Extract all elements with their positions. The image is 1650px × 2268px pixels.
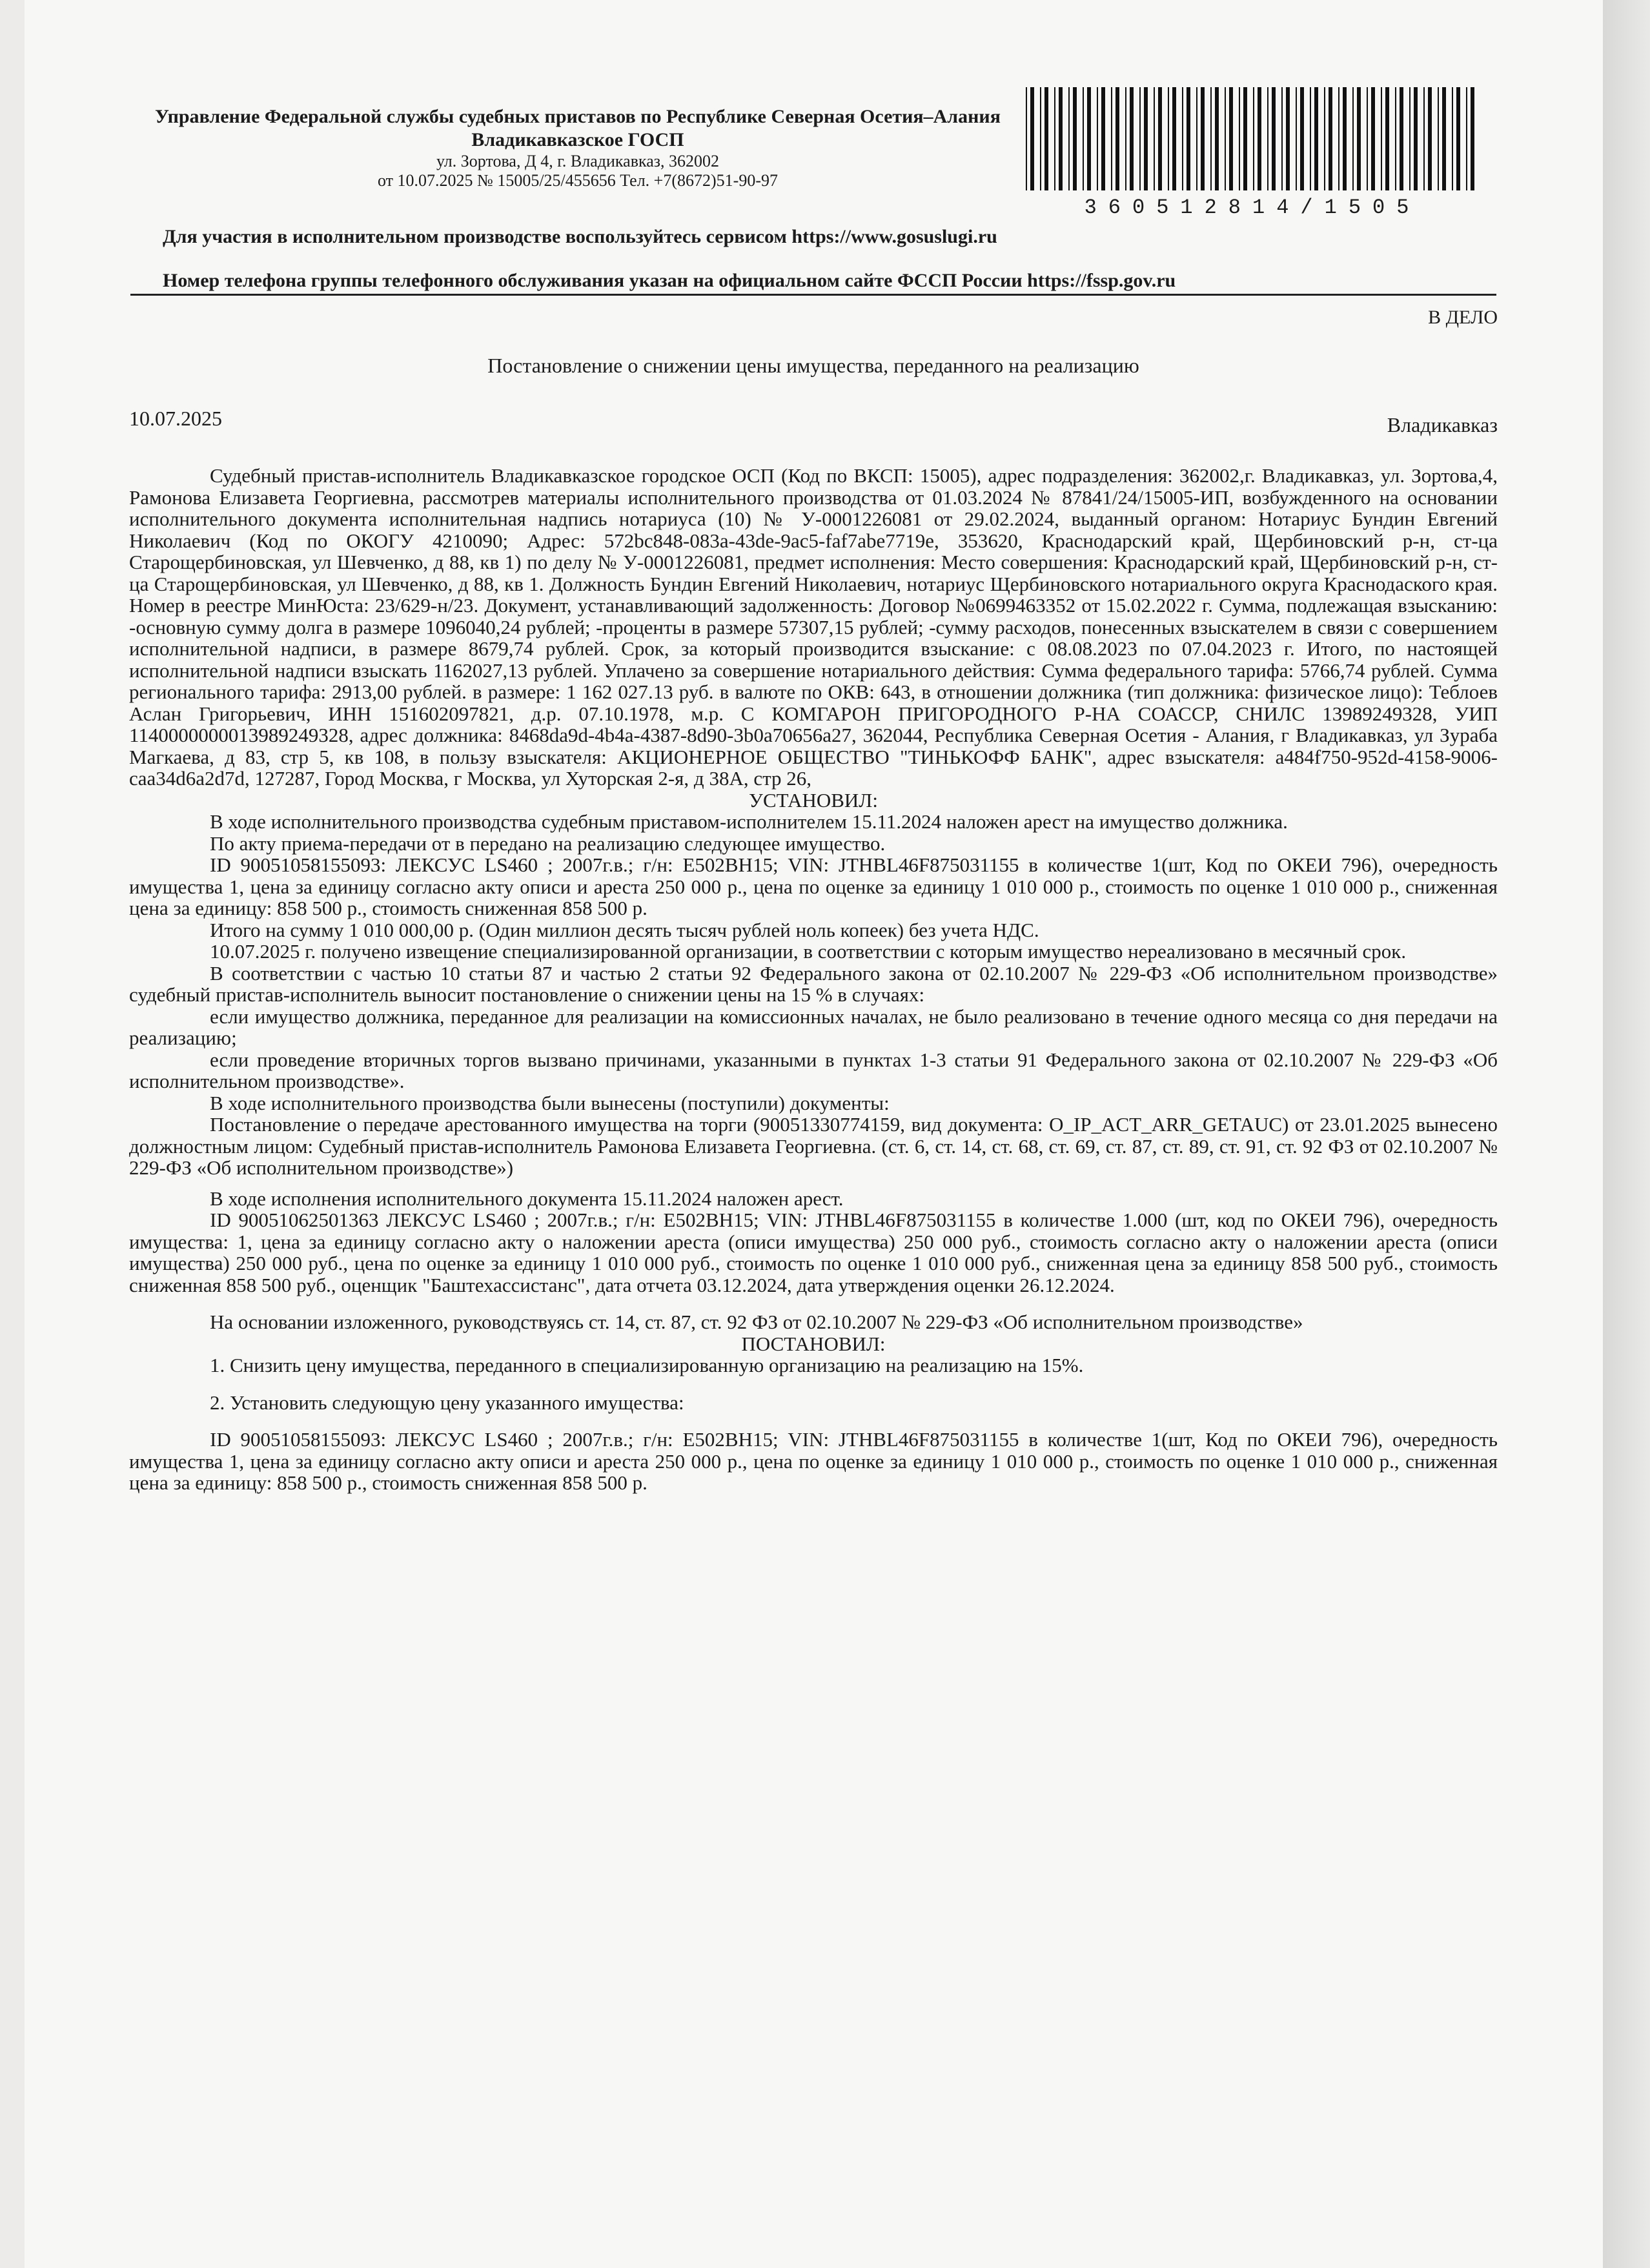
barcode-bar <box>1324 87 1325 190</box>
organization-address: ул. Зортова, Д 4, г. Владикавказ, 362002 <box>436 152 720 170</box>
barcode-bar <box>1210 87 1212 190</box>
barcode-bar <box>1196 87 1197 190</box>
resolved-heading: ПОСТАНОВИЛ: <box>741 1332 886 1355</box>
barcode-bar <box>1172 87 1176 190</box>
resolved-paragraph: 2. Установить следующую цену указанного имущества: <box>210 1391 684 1414</box>
barcode-bar <box>1371 87 1375 190</box>
barcode-bar <box>1101 87 1105 190</box>
established-paragraph: На основании изложенного, руководствуясь ст. 14, ст. 87, ст. 92 ФЗ от 02.10.2007 № 229-ФЗ «Об исполнительном производстве» <box>210 1311 1303 1333</box>
barcode-bar <box>1154 87 1155 190</box>
barcode-bar <box>1239 87 1240 190</box>
barcode-bar <box>1215 87 1219 190</box>
barcode-bar <box>1428 87 1432 190</box>
barcode-bar <box>1300 87 1304 190</box>
barcode-bar <box>1059 87 1063 190</box>
barcode-bar <box>1030 87 1034 190</box>
established-paragraph: 10.07.2025 г. получено извещение специализированной организации, в соответствии с которым имущество нереализовано в месячный срок. <box>210 940 1407 963</box>
barcode-bar <box>1182 87 1183 190</box>
established-paragraph: если проведение вторичных торгов вызвано причинами, указанными в пунктах 1-3 статьи 91 Федерального закона от 02.10.2007 № 229-ФЗ «Об исполнительном производстве». <box>129 1048 1498 1092</box>
registration-line: от 10.07.2025 № 15005/25/455656 Тел. +7(8672)51-90-97 <box>378 171 778 190</box>
document-title: Постановление о снижении цены имущества, переданного на реализацию <box>487 354 1139 377</box>
barcode-bar <box>1357 87 1361 190</box>
established-paragraph: Постановление о передаче арестованного имущества на торги (90051330774159, вид документа: O_IP_ACT_ARR_GETAUC) от 23.01.2025 вынесено должностным лицом: Судебный пристав-исполнитель Рамонова Елизавета Георгиевна. (ст. 6, ст. 14, ст. 68, ст. 69, ст. 87, ст. 89, ст. 91, ст. 92 ФЗ от 02.10.2007 № 229-ФЗ «Об исполнительном производстве») <box>129 1113 1498 1179</box>
barcode-bar <box>1438 87 1439 190</box>
barcode-bar <box>1314 87 1318 190</box>
barcode-bar <box>1267 87 1268 190</box>
barcode-bar <box>1471 87 1474 190</box>
barcode-bar <box>1352 87 1354 190</box>
barcode-bar <box>1083 87 1084 190</box>
barcode <box>1023 87 1482 220</box>
established-paragraph: ID 90051058155093: ЛЕКСУС LS460 ; 2007г.в.; г/н: Е502ВН15; VIN: JTHBL46F875031155 в количестве 1(шт, Код по ОКЕИ 796), очередность имущества 1, цена за единицу согласно акту описи и ареста 250 000 р., цена по оценке за единицу 1 010 000 р., стоимость по оценке 1 010 000 р., сниженная цена за единицу: 858 500 р., стоимость сниженная 858 500 р. <box>129 853 1498 919</box>
barcode-bar <box>1130 87 1134 190</box>
barcode-bar <box>1423 87 1425 190</box>
barcode-bar <box>1253 87 1254 190</box>
barcode-bar <box>1343 87 1347 190</box>
barcode-bar <box>1414 87 1418 190</box>
barcode-bar <box>1272 87 1276 190</box>
barcode-bar <box>1097 87 1098 190</box>
service-note: Для участия в исполнительном производстве воспользуйтесь сервисом https://www.gosuslugi.ru <box>163 226 997 247</box>
barcode-bar <box>1442 87 1446 190</box>
barcode-number: 360512814/1505 <box>1084 196 1421 220</box>
barcode-bar <box>1329 87 1332 190</box>
barcode-bar <box>1068 87 1070 190</box>
barcode-bar <box>1144 87 1148 190</box>
barcode-bar <box>1286 87 1290 190</box>
barcode-bar <box>1125 87 1126 190</box>
barcode-bar <box>1243 87 1247 190</box>
intro-paragraph: Судебный пристав-исполнитель Владикавказское городское ОСП (Код по ВКСП: 15005), адрес подразделения: 362002,г. Владикавказ, ул. Зортова,4, Рамонова Елизавета Георгиевна, рассмотрев материалы исполнительного производства от 01.03.2024 № 87841/24/15005-ИП, возбужденного на основании исполнительного документа исполнительная надпись нотариуса (10) № У-0001226081 от 29.02.2024, выданный органом: Нотариус Бундин Евгений Николаевич (Код по ОКОГУ 4210090; Адрес: 572bc848-083a-43de-9ac5-faf7abe7719e, 353620, Краснодарский край, Щербиновский р-н, ст-ца Старощербиновская, ул Шевченко, д 88, кв 1) по делу № У-0001226081, предмет исполнения: Место совершения: Краснодарский край, Щербиновский р-н, ст-ца Старощербиновская, ул Шевченко, д 88, кв 1. Должность Бундин Евгений Николаевич, нотариус Щербиновского нотариального округа Краснодаского края. Номер в реестре МинЮста: 23/629-н/23. Документ, устанавливающий задолженность: Договор №0699463352 от 15.02.2022 г. Сумма, подлежащая взысканию: -основную сумму долга в размере 1096040,24 рублей; -проценты в размере 57307,15 рублей; -сумму расходов, понесенных взыскателем в связи с совершением исполнительной надписи, в размере 8679,74 рублей. Срок, за который производится взыскание: с 08.08.2023 по 07.04.2023 г. Итого, по настоящей исполнительной надписи взыскать 1162027,13 рублей. Уплачено за совершение нотариального действия: Сумма федерального тарифа: 5766,74 рублей. Сумма регионального тарифа: 2913,00 рублей. в размере: 1 162 027.13 руб. в валюте по ОКВ: 643, в отношении должника (тип должника: физическое лицо): Теблоев Аслан Григорьевич, ИНН 151602097821, д.р. 07.10.1978, м.р. С КОМГАРОН ПРИГОРОДНОГО Р-НА СОАССР, СНИЛС 13989249328, УИП 1140000000013989249328, адрес должника: 8468da9d-4b4a-4387-8d90-3b0a70656a27, 362044, Республика Северная Осетия - Алания, г Владикавказ, ул Зураба Магкаева, д 83, стр 5, кв 108, в пользу взыскателя: АКЦИОНЕРНОЕ ОБЩЕСТВО "ТИНЬКОФФ БАНК", адрес взыскателя: a484f750-952d-4158-9006-caa34d6a2d7d, 127287, Город Москва, г Москва, ул Хуторская 2-я, д 38А, стр 26, <box>129 464 1498 790</box>
established-paragraph: если имущество должника, переданное для реализации на комиссионных началах, не было реализовано в течение одного месяца со дня передачи на реализацию; <box>129 1005 1498 1049</box>
barcode-bar <box>1381 87 1382 190</box>
established-paragraph: В ходе исполнения исполнительного документа 15.11.2024 наложен арест. <box>210 1187 844 1210</box>
organization-unit: Владикавказское ГОСП <box>471 129 684 150</box>
barcode-bar <box>1225 87 1226 190</box>
barcode-bar <box>1281 87 1283 190</box>
document-body <box>129 465 1498 1494</box>
barcode-bar <box>1026 87 1027 190</box>
barcode-bar <box>1187 87 1190 190</box>
barcode-bar <box>1111 87 1112 190</box>
barcode-bar <box>1385 87 1389 190</box>
header-divider <box>130 294 1496 296</box>
barcode-bar <box>1367 87 1368 190</box>
established-paragraph: В ходе исполнительного производства были вынесены (поступили) документы: <box>210 1091 890 1114</box>
established-paragraph: В ходе исполнительного производства судебным приставом-исполнителем 15.11.2024 наложен арест на имущество должника. <box>210 810 1288 833</box>
barcode-bar <box>1044 87 1048 190</box>
established-paragraph: Итого на сумму 1 010 000,00 р. (Один миллион десять тысяч рублей ноль копеек) без учета НДС. <box>210 918 1039 941</box>
established-paragraph: В соответствии с частью 10 статьи 87 и частью 2 статьи 92 Федерального закона от 02.10.2007 № 229-ФЗ «Об исполнительном производстве» судебный пристав-исполнитель выносит постановление о снижении цены на 15 % в случаях: <box>129 961 1498 1006</box>
resolved-paragraph: 1. Снизить цену имущества, переданного в специализированную организацию на реализацию на 15%. <box>210 1354 1084 1376</box>
barcode-bar <box>1054 87 1055 190</box>
barcode-bar <box>1201 87 1205 190</box>
established-paragraph: По акту приема-передачи от в передано на реализацию следующее имущество. <box>210 832 886 855</box>
barcode-bar <box>1466 87 1467 190</box>
barcode-bar <box>1139 87 1141 190</box>
barcode-bar <box>1040 87 1041 190</box>
barcode-bar <box>1400 87 1403 190</box>
barcode-bar <box>1338 87 1339 190</box>
organization-name: Управление Федеральной службы судебных приставов по Республике Северная Осетия–Алания <box>155 106 1001 127</box>
barcode-bar <box>1229 87 1233 190</box>
barcode-bar <box>1395 87 1396 190</box>
phone-note: Номер телефона группы телефонного обслуживания указан на официальном сайте ФССП России https://fssp.gov.ru <box>163 270 1176 291</box>
margin-mark: В ДЕЛО <box>1428 307 1498 328</box>
barcode-bar <box>1296 87 1297 190</box>
resolved-paragraph: ID 90051058155093: ЛЕКСУС LS460 ; 2007г.в.; г/н: Е502ВН15; VIN: JTHBL46F875031155 в количестве 1(шт, Код по ОКЕИ 796), очередность имущества 1, цена за единицу согласно акту описи и ареста 250 000 р., цена по оценке за единицу 1 010 000 р., стоимость по оценке 1 010 000 р., сниженная цена за единицу: 858 500 р., стоимость сниженная 858 500 р. <box>129 1428 1498 1494</box>
page-edge-shadow <box>1603 0 1650 2268</box>
barcode-bar <box>1168 87 1169 190</box>
document-city: Владикавказ <box>1387 413 1498 436</box>
established-heading: УСТАНОВИЛ: <box>749 788 878 812</box>
established-paragraph: ID 90051062501363 ЛЕКСУС LS460 ; 2007г.в.; г/н: Е502ВН15; VIN: JTHBL46F875031155 в количестве 1.000 (шт, код по ОКЕИ 796), очередность имущества: 1, цена за единицу согласно акту о наложении ареста (описи имущества) 250 000 руб., стоимость согласно акту о наложении ареста (описи имущества) 250 000 руб., цена по оценке за единицу 1 010 000 руб., стоимость по оценке 1 010 000 руб., сниженная цена за единицу 858 500 руб., стоимость сниженная 858 500 руб., оценщик "Баштехассистанс", дата отчета 03.12.2024, дата утверждения оценки 26.12.2024. <box>129 1209 1498 1296</box>
document-date: 10.07.2025 <box>129 407 222 430</box>
barcode-bar <box>1258 87 1261 190</box>
organization-header <box>123 105 1033 190</box>
barcode-bar <box>1158 87 1162 190</box>
barcode-bar <box>1073 87 1077 190</box>
barcode-bar <box>1452 87 1453 190</box>
barcode-bar <box>1409 87 1411 190</box>
barcode-bar <box>1115 87 1119 190</box>
barcode-bar <box>1087 87 1091 190</box>
barcode-bars <box>1023 87 1482 190</box>
barcode-bar <box>1310 87 1311 190</box>
barcode-bar <box>1456 87 1460 190</box>
